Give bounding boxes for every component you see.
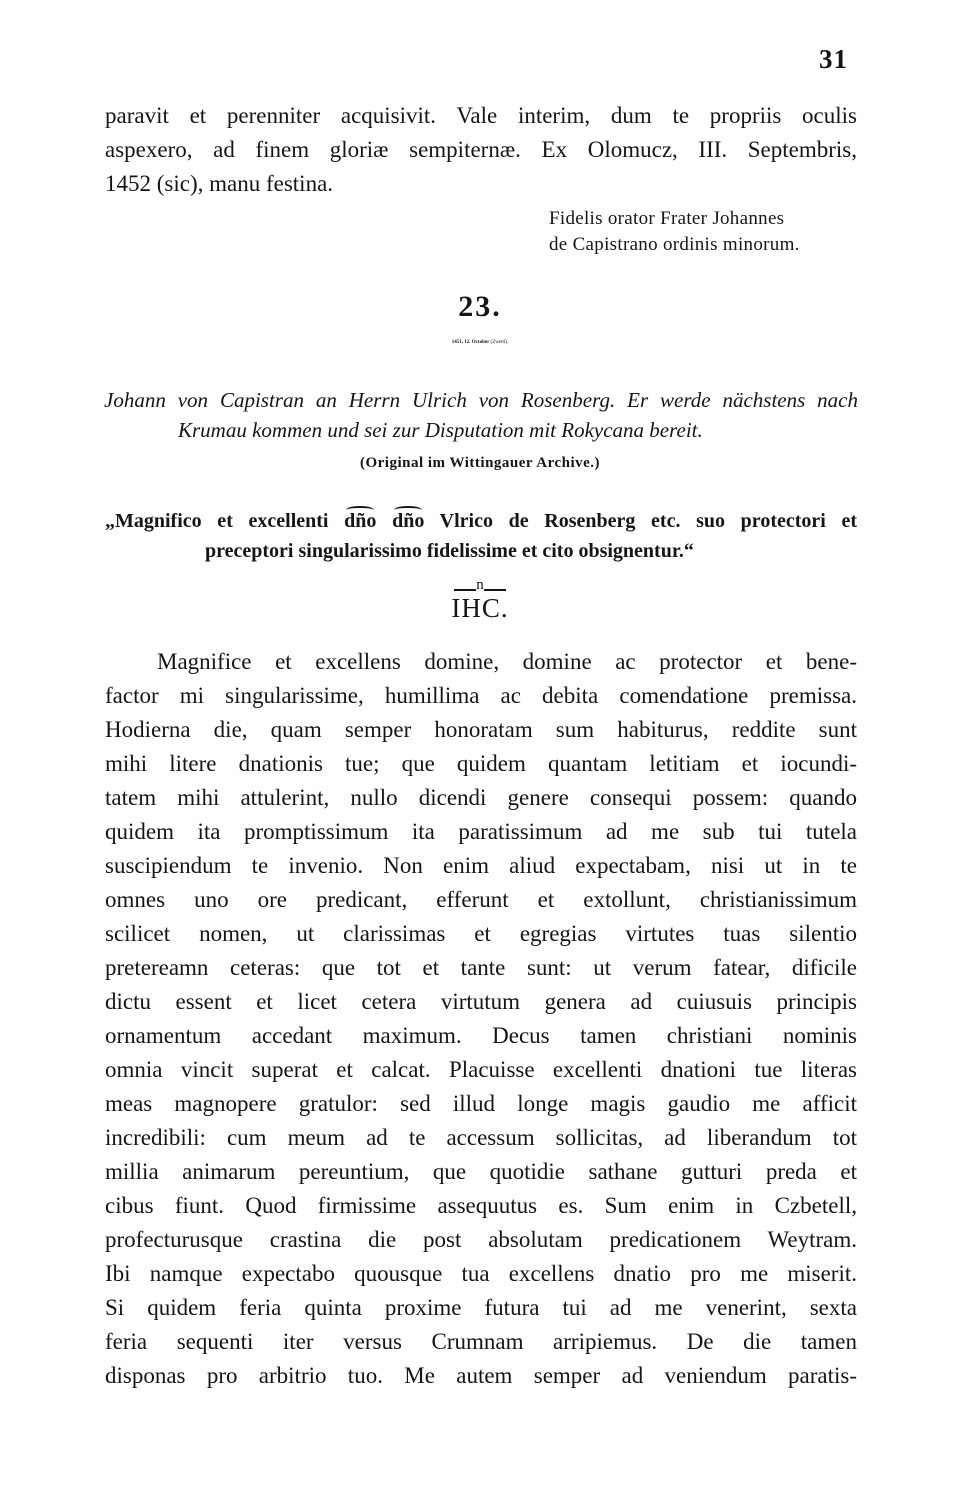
body-line: pretereamn ceteras: que tot et tante sunt: ut verum fatear, dificile [105, 955, 857, 980]
monogram-text: IHC. [451, 593, 509, 623]
body-line: factor mi singularissime, humillima ac debita comendatione premissa. [105, 683, 857, 708]
opening-line: paravit et perenniter acquisivit. Vale interim, dum te propriis oculis [105, 103, 857, 128]
source-note: (Original im Wittingauer Archive.) [359, 455, 601, 471]
body-line: Hodierna die, quam semper honoratam sum habiturus, reddite sunt [105, 717, 857, 742]
body-line: tatem mihi attulerint, nullo dicendi genere consequi possem: quando [105, 785, 857, 810]
date: 1451, 12. October [451, 340, 490, 345]
signature-line: de Capistrano ordinis minorum. [549, 234, 800, 255]
body-line: ornamentum accedant maximum. Decus tamen christiani nominis [105, 1023, 857, 1048]
body-line: dictu essent et licet cetera virtutum genera ad cuiusuis principis [105, 989, 857, 1014]
body-line: disponas pro arbitrio tuo. Me autem semper ad veniendum paratis- [105, 1363, 857, 1388]
body-line: mihi litere dnationis tue; que quidem quantam letitiam et iocundi- [105, 751, 857, 776]
summary-line: Krumau kommen und sei zur Disputation mit Rokycana bereit. [178, 418, 703, 442]
address-line: preceptori singularissimo fidelissime et cito obsignentur.“ [205, 540, 694, 562]
body-line: quidem ita promptissimum ita paratissimum ad me sub tui tutela [105, 819, 857, 844]
address-rest: Vlrico de Rosenberg etc. suo protectori et [439, 510, 858, 532]
body-line: Ibi namque expectabo quousque tua excellens dnatio pro me miserit. [105, 1261, 857, 1286]
body-line: cibus fiunt. Quod firmissime assequutus es. Sum enim in Czbetell, [105, 1193, 857, 1218]
address-line [105, 506, 857, 536]
place: (Zwettl). [490, 340, 509, 345]
body-line: meas magnopere gratulor: sed illud longe magis gaudio me afficit [105, 1091, 857, 1116]
monogram-mark: n [476, 577, 484, 593]
abbreviation: dño [392, 506, 424, 536]
body-line: omnia vincit superat et calcat. Placuisse excellenti dnationi tue literas [105, 1057, 857, 1082]
body-line: scilicet nomen, ut clarissimas et egregias virtutes tuas silentio [105, 921, 857, 946]
body-line: Magnifice et excellens domine, domine ac protector et bene- [157, 649, 857, 674]
address-prefix: „Magnifico et excellenti [105, 510, 329, 532]
body-line: suscipiendum te invenio. Non enim aliud expectabam, nisi ut in te [105, 853, 857, 878]
body-line: profecturusque crastina die post absolutam predicationem Weytram. [105, 1227, 857, 1252]
summary-line: Johann von Capistran an Herrn Ulrich von Rosenberg. Er werde nächstens nach [104, 388, 858, 412]
opening-line: aspexero, ad finem gloriæ sempiternæ. Ex Olomucz, III. Septembris, [105, 137, 857, 162]
opening-line-last: 1452 (sic), manu festina. [105, 171, 334, 196]
body-line: omnes uno ore predicant, efferunt et extollunt, christianissimum [105, 887, 857, 912]
body-line: millia animarum pereuntium, que quotidie sathane gutturi preda et [105, 1159, 857, 1184]
body-line: Si quidem feria quinta proxime futura tui ad me venerint, sexta [105, 1295, 857, 1320]
christogram [0, 576, 960, 624]
document-number: 23. [458, 290, 502, 323]
abbreviation: dño [344, 506, 376, 536]
body-line: feria sequenti iter versus Crumnam arripiemus. De die tamen [105, 1329, 857, 1354]
date-line [0, 340, 960, 345]
body-line: incredibili: cum meum ad te accessum sollicitas, ad liberandum tot [105, 1125, 857, 1150]
page-number: 31 [819, 44, 848, 74]
signature-line: Fidelis orator Frater Johannes [549, 208, 785, 229]
